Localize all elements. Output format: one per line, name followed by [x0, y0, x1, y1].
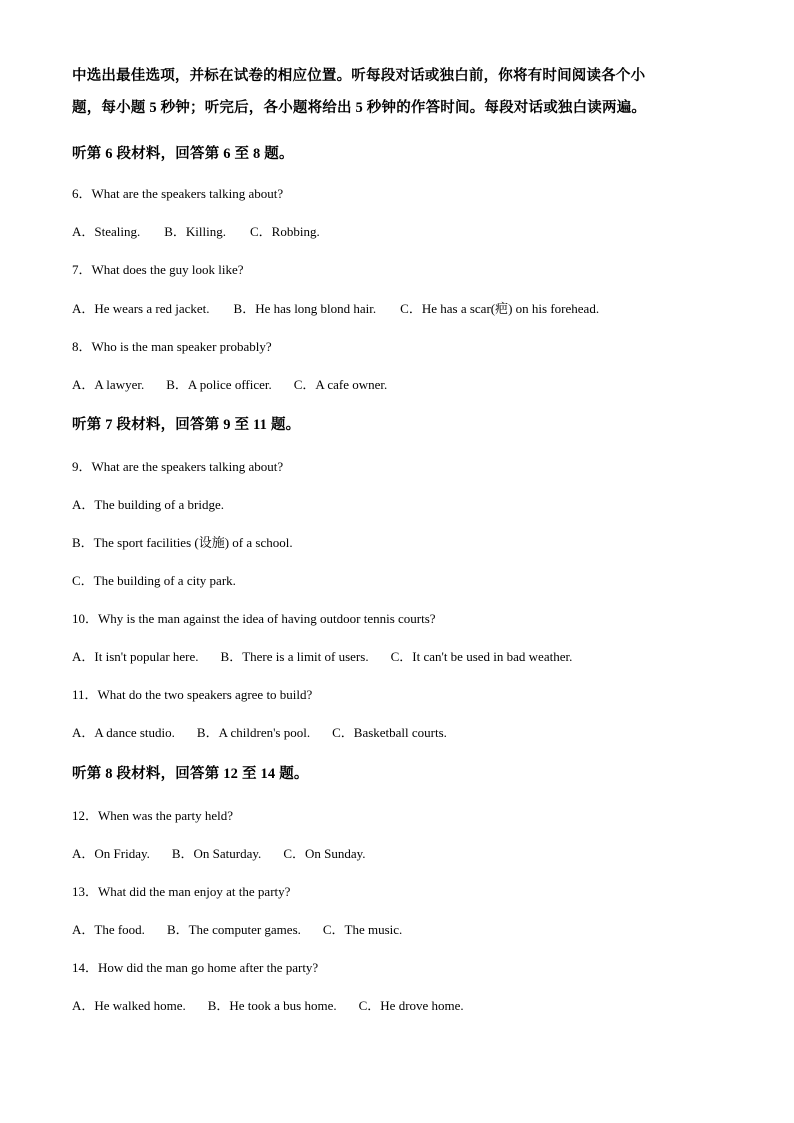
- option-6-a: A．Stealing.: [72, 224, 141, 239]
- option-6-b: B．Killing.: [164, 224, 227, 239]
- option-14-b: B．He took a bus home.: [207, 998, 337, 1013]
- option-8-b: B．A police officer.: [166, 377, 272, 392]
- question-11: 11．What do the two speakers agree to build?: [72, 687, 313, 702]
- question-8-options: [72, 376, 387, 394]
- option-8-c: C．A cafe owner.: [293, 377, 388, 392]
- question-6: 6．What are the speakers talking about?: [72, 186, 284, 201]
- option-12-c: C．On Sunday.: [283, 846, 366, 861]
- option-11-b: B．A children's pool.: [196, 725, 311, 740]
- option-10-a: A．It isn't popular here.: [72, 649, 199, 664]
- option-12-b: B．On Saturday.: [171, 846, 262, 861]
- option-14-a: A．He walked home.: [72, 998, 186, 1013]
- instructions-line-2: 题，每小题 5 秒钟；听完后，各小题将给出 5 秒钟的作答时间。每段对话或独白读两遍。: [72, 100, 647, 116]
- option-9-a: A．The building of a bridge.: [72, 497, 224, 512]
- question-9: 9．What are the speakers talking about?: [72, 459, 284, 474]
- question-6-options: [72, 223, 320, 241]
- option-13-b: B．The computer games.: [166, 922, 301, 937]
- option-7-b: B．He has long blond hair.: [233, 301, 377, 316]
- option-12-a: A．On Friday.: [72, 846, 150, 861]
- question-12-options: [72, 845, 366, 863]
- option-8-a: A．A lawyer.: [72, 377, 145, 392]
- question-11-options: [72, 724, 447, 742]
- instructions-line-1: 中选出最佳选项，并标在试卷的相应位置。听每段对话或独白前，你将有时间阅读各个小: [72, 68, 646, 84]
- option-7-c: C．He has a scar(疤) on his forehead.: [400, 301, 600, 316]
- question-10: 10．Why is the man against the idea of having outdoor tennis courts?: [72, 611, 436, 626]
- option-13-a: A．The food.: [72, 922, 145, 937]
- option-9-b: B．The sport facilities (设施) of a school.: [72, 535, 293, 550]
- question-8: 8．Who is the man speaker probably?: [72, 339, 272, 354]
- question-14: 14．How did the man go home after the party?: [72, 960, 319, 975]
- question-13: 13．What did the man enjoy at the party?: [72, 884, 291, 899]
- option-13-c: C．The music.: [322, 922, 403, 937]
- section-header-8: 听第 8 段材料，回答第 12 至 14 题。: [72, 766, 309, 782]
- question-12: 12．When was the party held?: [72, 808, 234, 823]
- option-9-c: C．The building of a city park.: [72, 573, 236, 588]
- question-10-options: [72, 648, 572, 666]
- option-10-b: B．There is a limit of users.: [220, 649, 369, 664]
- question-7-options: [72, 300, 599, 318]
- option-6-c: C．Robbing.: [250, 224, 320, 239]
- option-10-c: C．It can't be used in bad weather.: [390, 649, 573, 664]
- option-14-c: C．He drove home.: [358, 998, 464, 1013]
- option-7-a: A．He wears a red jacket.: [72, 301, 210, 316]
- question-7: 7．What does the guy look like?: [72, 262, 244, 277]
- question-14-options: [72, 997, 464, 1015]
- question-13-options: [72, 921, 402, 939]
- section-header-7: 听第 7 段材料，回答第 9 至 11 题。: [72, 417, 301, 433]
- option-11-c: C．Basketball courts.: [332, 725, 447, 740]
- option-11-a: A．A dance studio.: [72, 725, 175, 740]
- section-header-6: 听第 6 段材料，回答第 6 至 8 题。: [72, 146, 294, 162]
